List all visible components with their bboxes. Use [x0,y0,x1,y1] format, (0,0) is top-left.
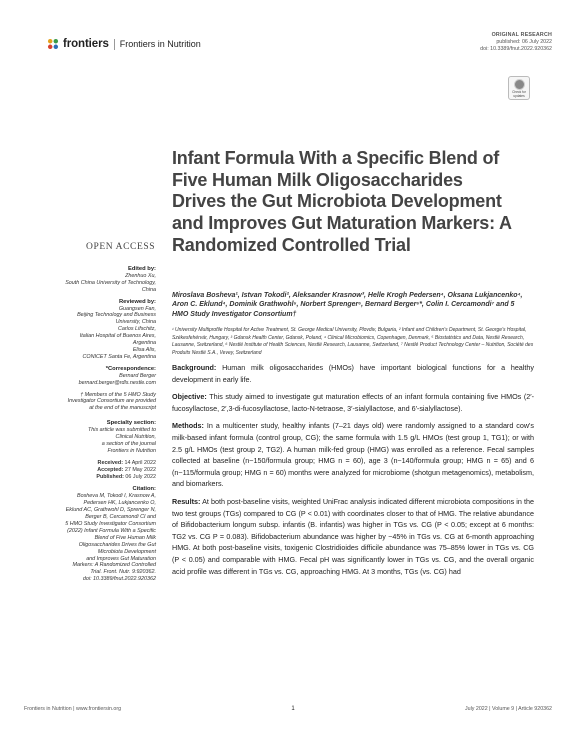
citation-line: Pedersen HK, Lukjancenko O, [83,500,156,507]
received-label: Received: [97,459,124,466]
objective-text: This study aimed to investigate gut maturation effects of an infant formula containing five HMOs (2′-fucosyllactose, 2′,3-di-fucosyllactose, lacto-N-tetraose, 3′-sialyllactose, and 6′-sialyllactose). [172,392,534,413]
citation-line: Trial. Front. Nutr. 9:920362. [90,569,156,576]
published-label: Published: [96,473,124,480]
open-access-label: OPEN ACCESS [86,242,156,252]
citation-block [44,486,156,583]
article-type: ORIGINAL RESEARCH [491,32,552,38]
consortium-note-line: † Members of the 5 HMO Study [80,391,156,398]
frontiers-flower-icon [46,37,60,51]
brand-name: frontiers [63,38,109,50]
reviewer-line: Guangsen Fan, [118,305,156,312]
citation-line: 5 HMO Study Investigator Consortium [65,521,156,527]
results-text: At both post-baseline visits, weighted UniFrac analysis indicated different microbiota compositions in the two test groups (TGs) compared to CG (P < 0.01) with coordinates closer to that of HMG. The relative abundance of Bifidobacterium longum subsp. infantis (B. infantis) was higher in TGs vs. CG (P < 0.05; except at 6 months: TG2 vs. CG P = 0.083). Bifidobacterium abundance was higher by ~45% in TGs vs. CG at 6-month approaching HMG. At both post-baseline visits, toxigenic Clostridioides difficile abundance was 75–85% lower in TGs vs. CG (P < 0.05) and comparable with HMG. Fecal pH was significantly lower in TGs vs. CG, and the overall organic acid profile was different in TGs vs. CG, approaching HMG. At 3 months, TGs (vs. CG) had [172,496,534,576]
edited-by-line: South China University of Technology, [65,279,156,286]
citation-line: Blend of Five Human Milk [94,534,156,541]
reviewer-line: Italian Hospital of Buenos Aires, [79,333,156,340]
published-row [44,474,156,481]
citation-line: and Improves Gut Maturation [86,555,156,562]
received-date: 14 April 2022 [124,459,156,466]
page-number: 1 [291,706,295,712]
correspondence-label: *Correspondence: [105,365,156,372]
edited-by-line: Zhenhuo Xu, [125,272,156,279]
methods-text: In a multicenter study, healthy infants (7–21 days old) were randomly assigned to a standard cow's milk-based infant formula (control group, CG); the same formula with 1.5 g/L HMOs (test group 1, TG1); or with 2.5 g/L HMOs (test group 2, TG2). A human milk-fed group (HMG) was enrolled as a reference. Fecal samples collected at baseline (n~150/formula group; HMG n = 60), age 3 (n~140/formula group; HMG n = 65) and 6 (n~115/formula group; HMG n = 60) months were analyzed for microbiome (shotgun metagenomics), metabolism, and biomarkers. [172,421,534,489]
edited-by-line: China [141,286,156,293]
sidebar [44,266,156,588]
reviewer-line: CONICET Santa Fe, Argentina [82,353,156,360]
article-meta [480,32,552,53]
check-updates-label: Check for updates [512,90,526,98]
citation-line: Bosheva M, Tokodi I, Krasnow A, [76,493,156,500]
reviewer-line: Elisa Alis, [132,346,156,353]
citation-line: Berger B, Cercamondi CI and [85,514,156,521]
specialty-line: Frontiers in Nutrition [107,447,156,454]
consortium-note [44,392,156,413]
citation-line: Eklund AC, Grathwohl D, Sprenger N, [65,507,156,514]
citation-label: Citation: [132,486,156,493]
accepted-row [44,467,156,474]
abstract-background [172,362,534,385]
consortium-note-line: Investigator Consortium are provided [67,398,156,405]
specialty-line: Clinical Nutrition, [115,434,156,441]
logo-divider [114,39,115,50]
reviewer-line: Argentina [132,340,156,347]
doi-link[interactable]: doi: 10.3389/fnut.2022.920362 [480,46,552,52]
author-list: Miroslava Bosheva¹, Istvan Tokodi², Aleksander Krasnow³, Helle Krogh Pedersen⁴, Oksana Lukjancenko⁴, Aron C. Eklund⁴, Dominik Grathwohl⁵, Norbert Sprenger⁶, Bernard Berger⁶*, Colin I. Cercamondi⁷ and 5 HMO Study Investigator Consortium† [172,292,523,318]
update-icon [514,79,525,90]
abstract-results [172,496,534,577]
reviewer-line: University, China [115,319,156,326]
abstract [172,362,534,583]
abstract-methods [172,420,534,490]
specialty-label: Specialty section: [106,420,156,427]
consortium-note-line: at the end of the manuscript [89,405,156,412]
accepted-date: 27 May 2022 [124,466,156,473]
check-for-updates-badge[interactable] [508,76,530,100]
citation-line: doi: 10.3389/fnut.2022.920362 [82,576,156,583]
abstract-objective [172,391,534,414]
frontiers-logo[interactable] [46,36,201,52]
specialty-line: a section of the journal [101,440,156,447]
correspondence-block [44,366,156,387]
correspondence-email[interactable]: bernard.berger@rdls.nestle.com [78,379,156,386]
published-date: published: 06 July 2022 [496,39,552,45]
citation-line: (2022) Infant Formula With a Specific [67,527,156,534]
results-label: Results: [172,496,201,506]
reviewer-line: Carlos Lifschitz, [117,326,156,333]
reviewed-by-label: Reviewed by: [118,298,156,305]
journal-name: Frontiers in Nutrition [119,39,201,49]
page-footer [24,706,552,712]
reviewed-by-block [44,299,156,361]
published-date-sidebar: 06 July 2022 [125,473,156,480]
edited-by-label: Edited by: [127,266,156,272]
correspondence-name: Bernard Berger [119,372,156,379]
specialty-line: This article was submitted to [87,427,156,434]
objective-label: Objective: [172,392,207,402]
background-label: Background: [172,363,217,372]
edited-by-block [44,266,156,294]
footer-journal[interactable]: Frontiers in Nutrition | www.frontiersin.org [24,706,122,712]
methods-label: Methods: [172,421,204,431]
background-text: Human milk oligosaccharides (HMOs) have important biological functions for a healthy development in early life. [172,363,534,384]
specialty-block [44,420,156,455]
accepted-label: Accepted: [97,466,124,473]
received-row [44,460,156,467]
citation-line: Oligosaccharides Drives the Gut [78,541,156,548]
citation-line: Markers: A Randomized Controlled [72,562,156,569]
dates-block [44,460,156,481]
article-title: Infant Formula With a Specific Blend of Five Human Milk Oligosaccharides Drives the Gut Microbiota Development and Improves Gut Maturation Markers: A Randomized Controlled Trial [172,148,512,255]
reviewer-line: Beijing Technology and Business [77,312,156,319]
footer-volume: July 2022 | Volume 9 | Article 920362 [465,706,552,712]
citation-line: Microbiota Development [97,548,156,555]
affiliations: ¹ University Multiprofile Hospital for Active Treatment, St. George Medical University, Plovdiv, Bulgaria, ² Infant and Children's Department, St. George's Hospital, Székesfehérvár, Hungary, ³ Gdansk Health Center, Gdansk, Poland, ⁴ Clinical Microbiomics, Copenhagen, Denmark, ⁵ Biostatistics and Data, Nestlé Research, Lausanne, Switzerland, ⁶ Nestlé Institute of Health Sciences, Nestlé Research, Lausanne, Switzerland, ⁷ Nestlé Product Technology Center – Nutrition, Société des Produits Nestlé S.A., Vevey, Switzerland [172,327,534,356]
